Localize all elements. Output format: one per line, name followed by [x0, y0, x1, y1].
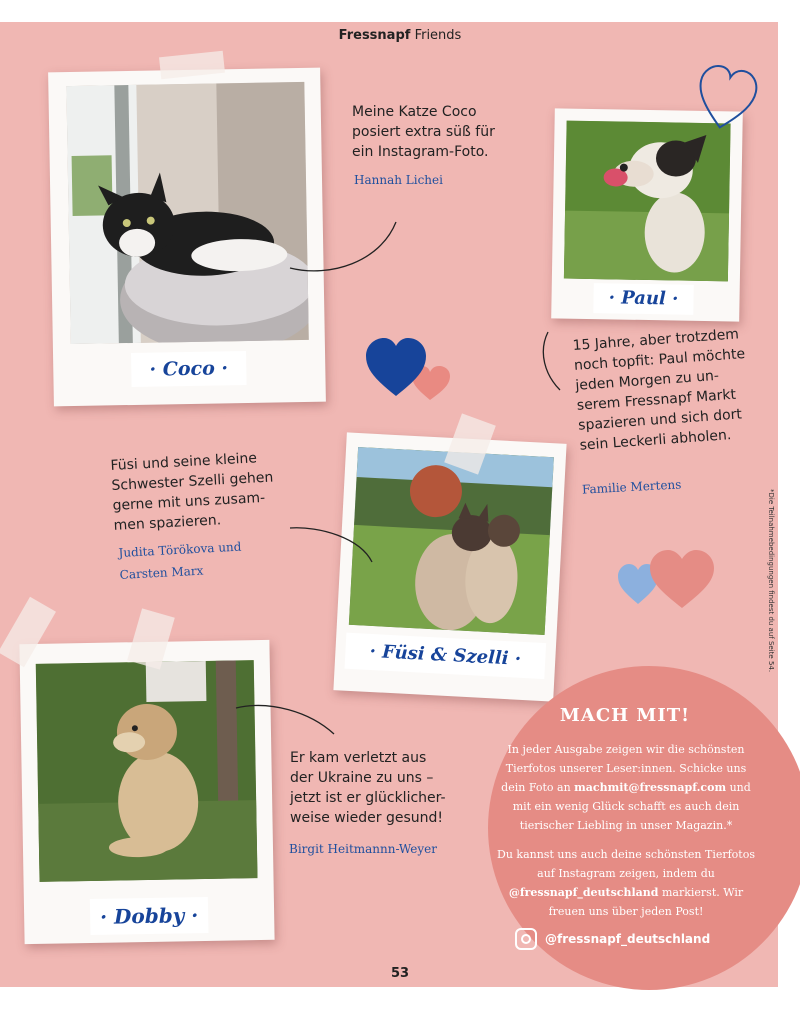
mach-mit-paragraph-1: In jeder Ausgabe zeigen wir die schönsten Tierfotos unserer Leser:innen. Schicke uns dein Foto an machmit@fressnapf.com und mit ein wenig Glück schafft es auch dein tierischer Liebling in unser Magazin.* — [501, 743, 751, 832]
nameplate-coco: · Coco · — [131, 351, 247, 387]
instagram-link[interactable] — [515, 928, 710, 950]
section-name: Friends — [414, 28, 462, 43]
email-link[interactable]: machmit@fressnapf.com — [574, 781, 727, 794]
page-number: 53 — [390, 966, 410, 981]
nameplate-fuesi-szelli: · Füsi & Szelli · — [345, 633, 547, 679]
caption-paul: 15 Jahre, aber trotzdem noch topfit: Paul möchte jeden Morgen zu un- serem Fressnapf Markt spazieren und sich dort sein Leckerli abholen. — [572, 326, 746, 454]
caption-coco: Meine Katze Coco posiert extra süß für ein Instagram-Foto. — [352, 104, 495, 160]
credit-dobby: Birgit Heitmannn-Weyer — [289, 842, 437, 856]
brand-name: Fressnapf — [338, 28, 411, 43]
instagram-icon — [515, 928, 537, 950]
credit-paul: Familie Mertens — [581, 477, 682, 497]
credit-fuesi-szelli: Judita Törökova und Carsten Marx — [118, 539, 242, 582]
nameplate-paul: · Paul · — [593, 283, 694, 315]
mach-mit-title: MACH MIT! — [559, 705, 691, 726]
caption-fuesi-szelli: Füsi und seine kleine Schwester Szelli gehen gerne mit uns zusam- men spazieren. — [110, 450, 274, 534]
instagram-handle-inline[interactable]: @fressnapf_deutschland — [508, 886, 659, 899]
mach-mit-paragraph-2: Du kannst uns auch deine schönsten Tierfotos auf Instagram zeigen, indem du @fressnapf_deutschland markierst. Wir freuen uns über jeden Post! — [497, 848, 755, 918]
caption-dobby: Er kam verletzt aus der Ukraine zu uns – jetzt ist er glücklicher- weise wieder gesund! — [290, 750, 446, 826]
credit-coco: Hannah Lichei — [354, 173, 443, 187]
nameplate-dobby: · Dobby · — [90, 897, 209, 935]
mach-mit-text — [495, 740, 757, 921]
instagram-handle: @fressnapf_deutschland — [545, 932, 711, 946]
footnote: *Die Teilnahmebedingungen findest du auf Seite 54. — [767, 489, 775, 673]
